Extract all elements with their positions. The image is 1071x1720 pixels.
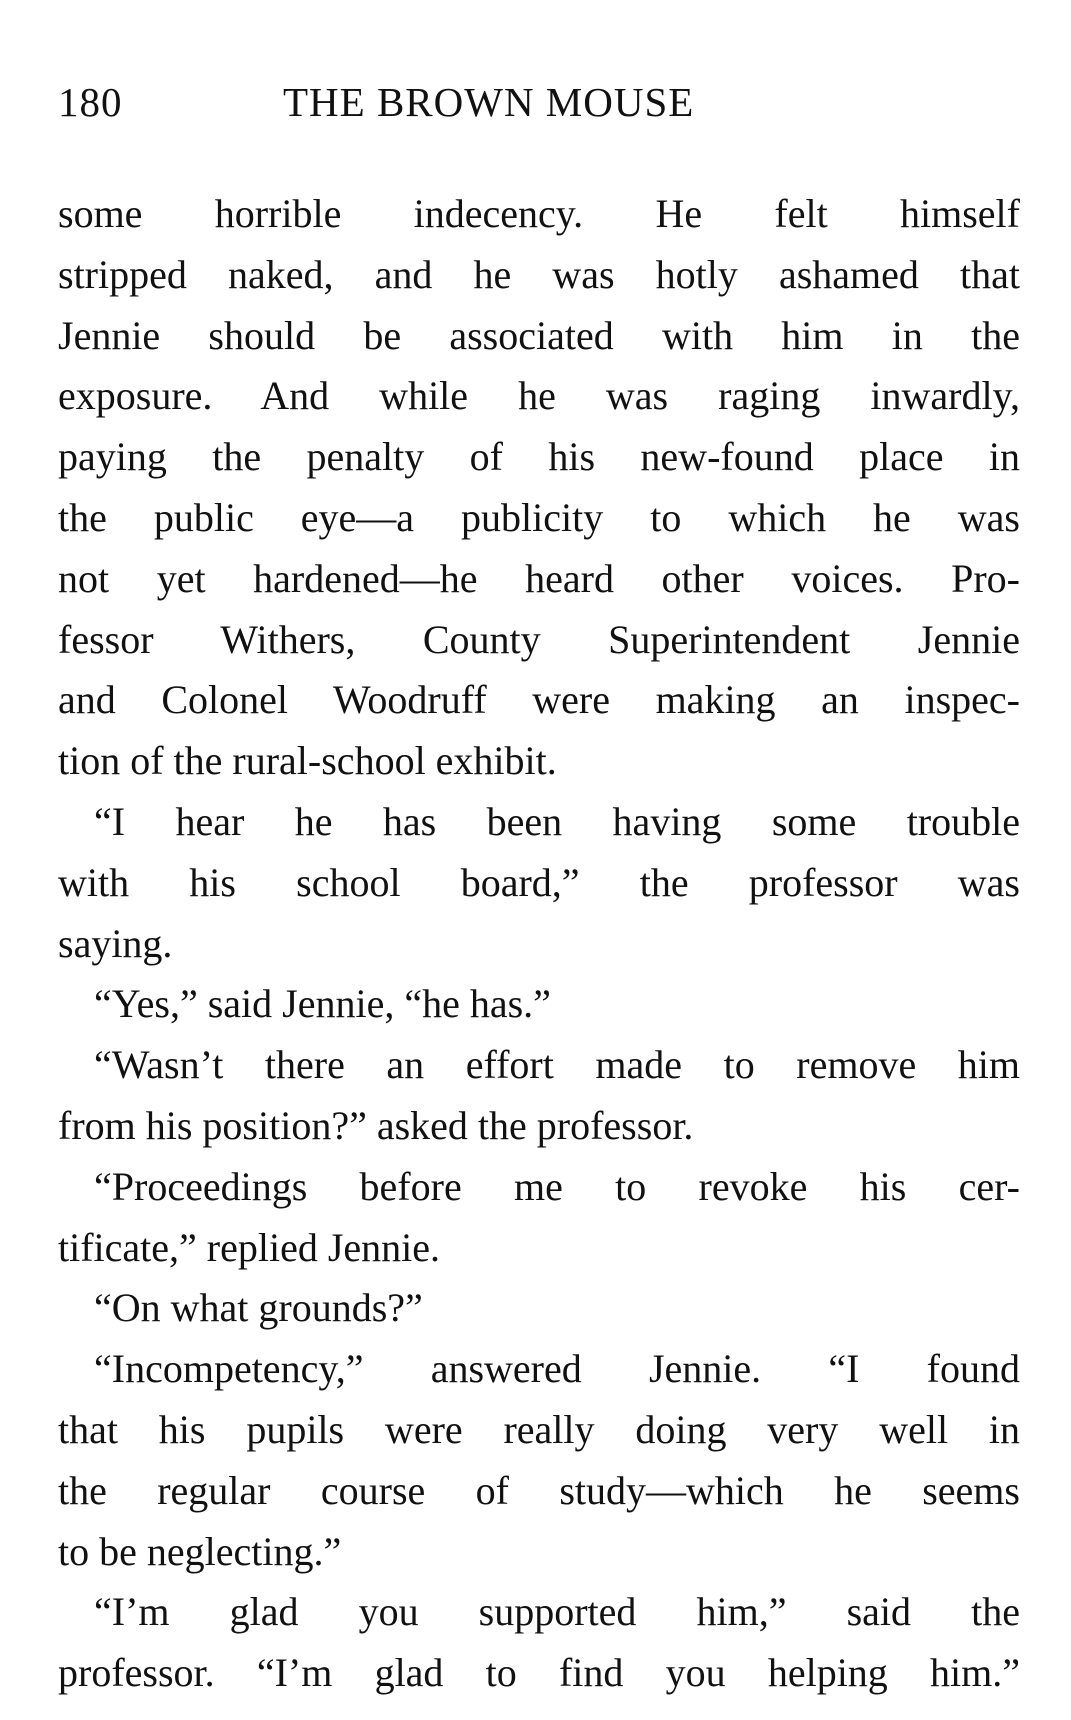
running-head xyxy=(58,78,1018,138)
running-title: THE BROWN MOUSE xyxy=(283,79,695,125)
text-line: that his pupils were really doing very well in xyxy=(58,1406,1020,1452)
text-line: and Colonel Woodruff were making an inspec- xyxy=(58,677,1020,723)
text-line: the public eye—a publicity to which he was xyxy=(58,494,1020,540)
text-line: to be neglecting.” xyxy=(58,1528,342,1574)
text-line: tificate,” replied Jennie. xyxy=(58,1224,441,1270)
text-line: “Proceedings before me to revoke his cer- xyxy=(94,1163,1020,1209)
text-line: “On what grounds?” xyxy=(94,1285,423,1331)
page-number: 180 xyxy=(58,79,123,125)
text-line: professor. “I’m glad to find you helping him.” xyxy=(58,1650,1020,1696)
text-line: “Wasn’t there an effort made to remove him xyxy=(94,1042,1020,1088)
text-line: stripped naked, and he was hotly ashamed that xyxy=(58,251,1020,297)
text-line: “I hear he has been having some trouble xyxy=(94,798,1020,844)
text-line: the regular course of study—which he seems xyxy=(58,1467,1020,1513)
text-line: “Yes,” said Jennie, “he has.” xyxy=(94,981,551,1027)
text-line: “Incompetency,” answered Jennie. “I found xyxy=(94,1346,1020,1392)
text-line: saying. xyxy=(58,920,173,966)
text-line: “I’m glad you supported him,” said the xyxy=(94,1589,1020,1635)
text-line: exposure. And while he was raging inwardly, xyxy=(58,373,1020,419)
text-line: with his school board,” the professor was xyxy=(58,859,1020,905)
text-line: some horrible indecency. He felt himself xyxy=(58,191,1020,236)
body-text xyxy=(58,184,1020,1704)
text-line: Jennie should be associated with him in the xyxy=(58,312,1020,358)
text-line: tion of the rural-school exhibit. xyxy=(58,738,557,784)
text-line: not yet hardened—he heard other voices. Pro- xyxy=(58,555,1020,601)
text-line: from his position?” asked the professor. xyxy=(58,1102,694,1148)
text-line: paying the penalty of his new-found place in xyxy=(58,434,1020,480)
text-line: fessor Withers, County Superintendent Jennie xyxy=(58,616,1020,662)
